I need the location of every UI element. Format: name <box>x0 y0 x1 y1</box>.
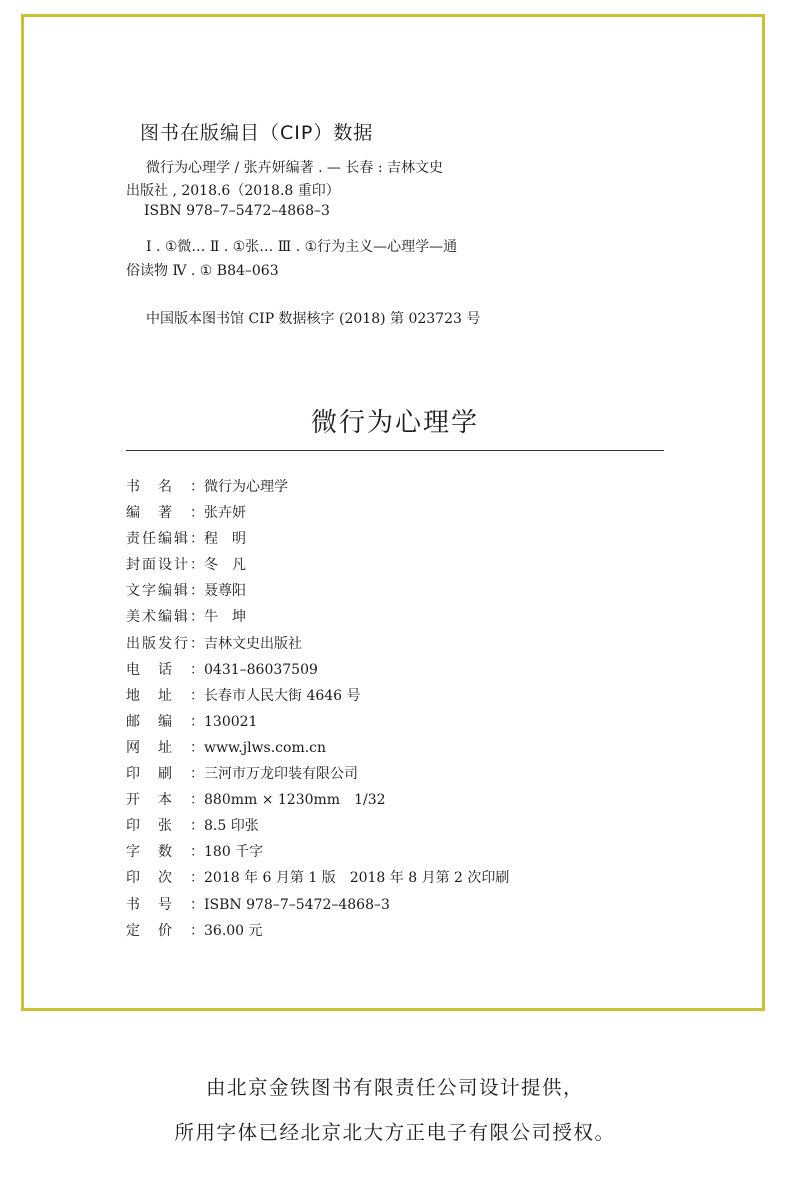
info-value: 2018 年 6 月第 1 版 2018 年 8 月第 2 次印刷 <box>204 870 510 887</box>
cip-line: Ⅰ . ①微… Ⅱ . ①张… Ⅲ . ①行为主义—心理学—通 <box>146 239 458 255</box>
info-value: 880mm × 1230mm 1/32 <box>204 792 386 809</box>
info-value: 吉林文史出版社 <box>204 635 302 652</box>
info-value: 冬 凡 <box>204 557 246 574</box>
info-value: 程 明 <box>204 531 246 548</box>
info-row <box>126 606 509 632</box>
info-value: 长春市人民大街 4646 号 <box>204 687 361 704</box>
info-label: 书名： <box>126 479 204 495</box>
info-row <box>126 554 509 580</box>
info-row <box>126 867 509 893</box>
info-label: 开本： <box>126 792 204 809</box>
cip-line: 俗读物 Ⅳ . ① B84–063 <box>126 263 279 279</box>
info-label: 网址： <box>126 739 204 756</box>
info-label: 书号： <box>126 896 204 913</box>
info-row <box>126 737 509 763</box>
cip-line: 微行为心理学 / 张卉妍编著 . — 长春 : 吉林文史 <box>146 160 444 176</box>
info-value: ISBN 978–7–5472–4868–3 <box>204 896 390 913</box>
info-label: 美术编辑： <box>126 609 204 626</box>
info-value: 36.00 元 <box>204 922 263 939</box>
info-value: 180 千字 <box>204 844 264 861</box>
info-row <box>126 789 509 815</box>
info-row <box>126 633 509 659</box>
info-row <box>126 659 509 685</box>
info-value: 聂尊阳 <box>204 583 246 600</box>
info-row <box>126 711 509 737</box>
info-row <box>126 528 509 554</box>
info-label: 封面设计： <box>126 557 204 574</box>
info-row <box>126 841 509 867</box>
title-divider <box>126 450 664 451</box>
info-label: 印张： <box>126 818 204 835</box>
info-value: 张卉妍 <box>204 505 246 522</box>
info-row <box>126 815 509 841</box>
info-label: 电话： <box>126 661 204 678</box>
cip-line: 中国版本图书馆 CIP 数据核字 (2018) 第 023723 号 <box>146 311 481 327</box>
info-value: 三河市万龙印装有限公司 <box>204 766 358 783</box>
info-row <box>126 476 509 502</box>
info-label: 邮编： <box>126 713 204 730</box>
publication-info-list <box>126 476 509 946</box>
info-label: 文字编辑： <box>126 583 204 600</box>
cip-line: ISBN 978–7–5472–4868–3 <box>144 203 330 219</box>
info-value: 微行为心理学 <box>204 479 288 495</box>
info-row <box>126 920 509 946</box>
footer-license-line: 所用字体已经北京北大方正电子有限公司授权。 <box>174 1121 616 1144</box>
info-row <box>126 763 509 789</box>
info-row <box>126 685 509 711</box>
cip-line: 出版社 , 2018.6（2018.8 重印） <box>126 183 340 199</box>
info-label: 字数： <box>126 844 204 861</box>
cip-heading: 图书在版编目（CIP）数据 <box>140 122 374 144</box>
book-title: 微行为心理学 <box>310 408 479 438</box>
info-row <box>126 894 509 920</box>
info-label: 印刷： <box>126 766 204 783</box>
info-label: 定价： <box>126 922 204 939</box>
info-label: 编著： <box>126 505 204 522</box>
info-label: 责任编辑： <box>126 531 204 548</box>
info-label: 出版发行： <box>126 635 204 652</box>
info-value: www.jlws.com.cn <box>204 739 327 756</box>
footer-credit-line: 由北京金铁图书有限责任公司设计提供， <box>205 1076 584 1099</box>
info-row <box>126 580 509 606</box>
info-value: 8.5 印张 <box>204 818 259 835</box>
info-value: 牛 坤 <box>204 609 246 626</box>
info-label: 地址： <box>126 687 204 704</box>
info-value: 0431–86037509 <box>204 661 318 678</box>
info-value: 130021 <box>204 713 258 730</box>
info-label: 印次： <box>126 870 204 887</box>
info-row <box>126 502 509 528</box>
